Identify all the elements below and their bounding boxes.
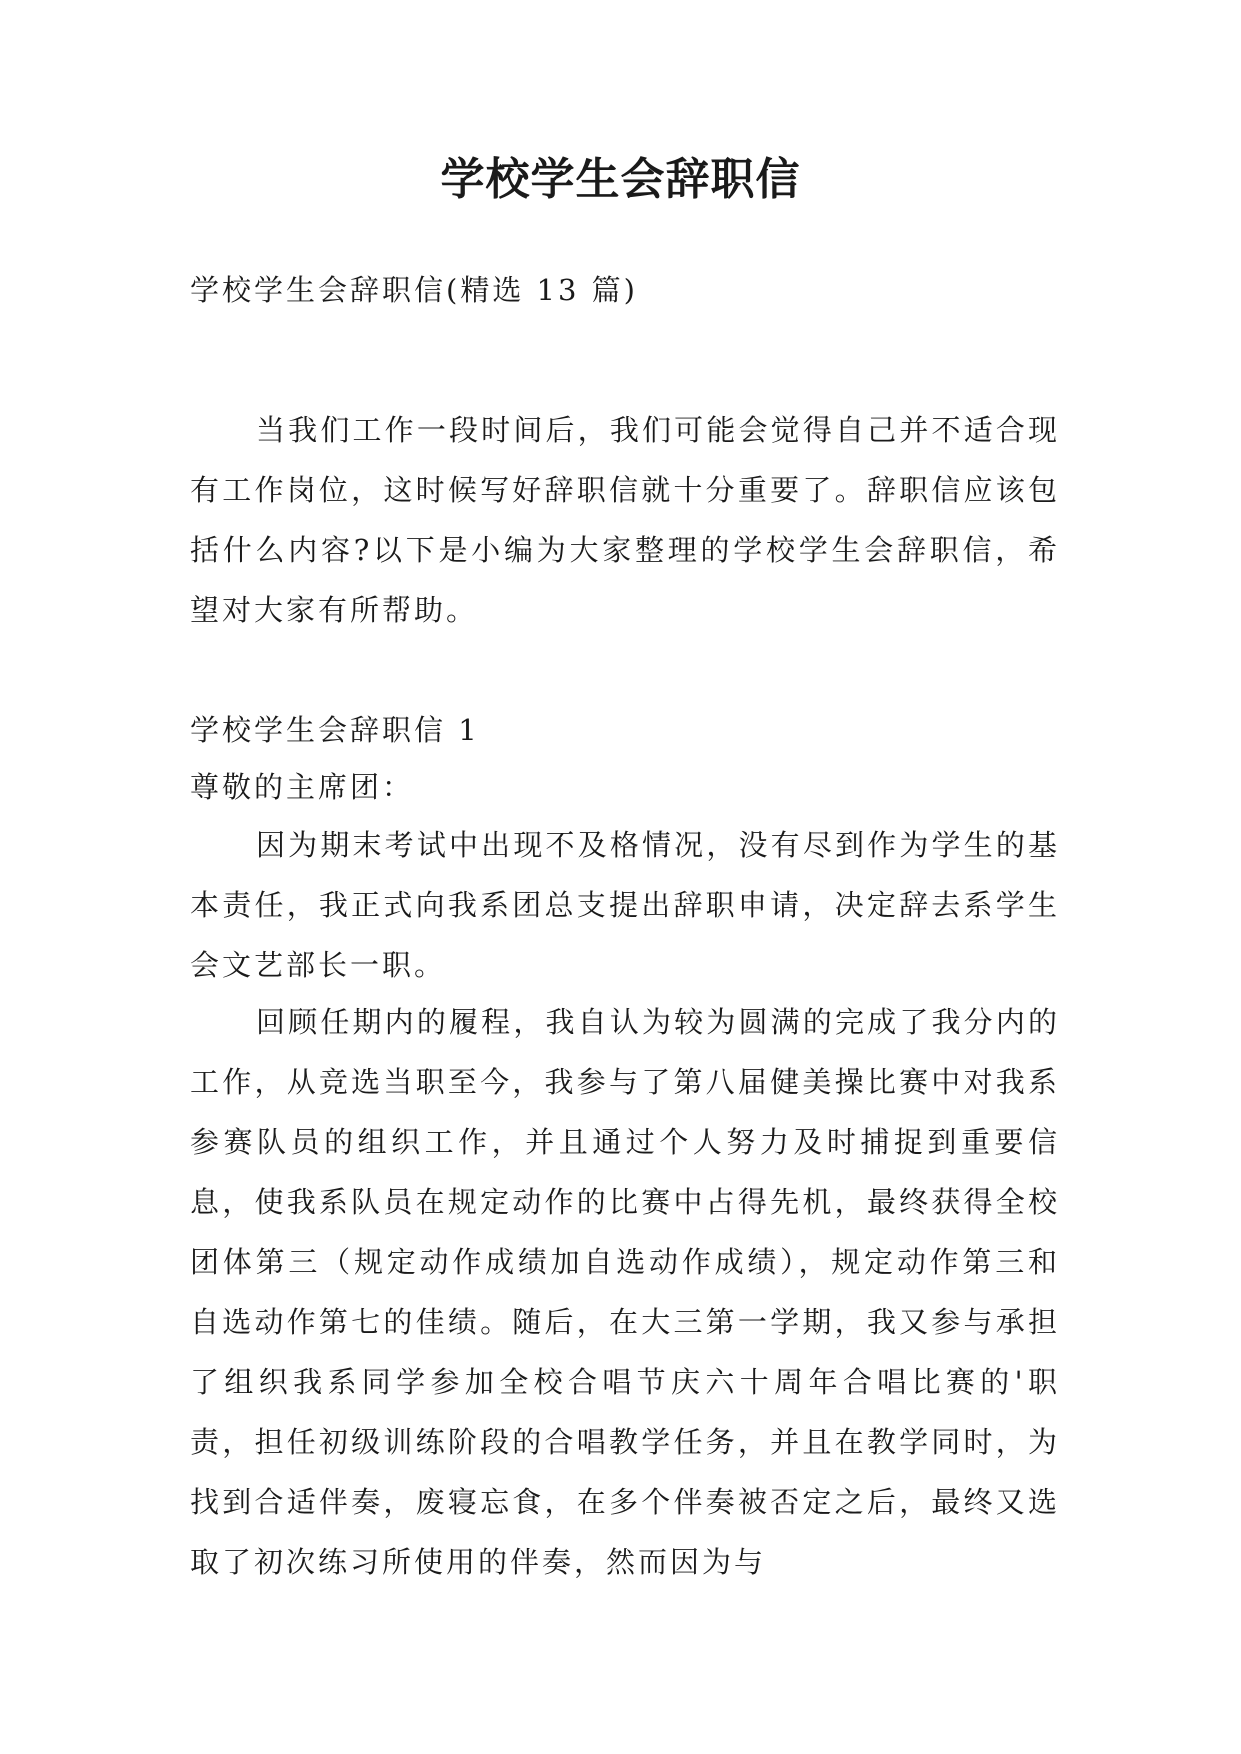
letter-paragraph: 回顾任期内的履程，我自认为较为圆满的完成了我分内的工作，从竞选当职至今，我参与了第八届健美操比赛中对我系参赛队员的组织工作，并且通过个人努力及时捕捉到重要信息，使我系队员在规定动作的比赛中占得先机，最终获得全校团体第三（规定动作成绩加自选动作成绩），规定动作第三和自选动作第七的佳绩。随后，在大三第一学期，我又参与承担了组织我系同学参加全校合唱节庆六十周年合唱比赛的'职责，担任初级训练阶段的合唱教学任务，并且在教学同时，为找到合适伴奏，废寝忘食，在多个伴奏被否定之后，最终又选取了初次练习所使用的伴奏，然而因为与: [190, 1005, 1060, 1579]
document-title: 学校学生会辞职信: [440, 154, 801, 205]
letter-paragraph: 因为期末考试中出现不及格情况，没有尽到作为学生的基本责任，我正式向我系团总支提出辞职申请，决定辞去系学生会文艺部长一职。: [190, 828, 1060, 982]
letter-salutation: 尊敬的主席团：: [190, 770, 415, 804]
document-subtitle: 学校学生会辞职信(精选 13 篇): [190, 273, 638, 307]
section-heading: 学校学生会辞职信 1: [190, 713, 480, 747]
intro-paragraph: 当我们工作一段时间后，我们可能会觉得自己并不适合现有工作岗位，这时候写好辞职信就十分重要了。辞职信应该包括什么内容?以下是小编为大家整理的学校学生会辞职信，希望对大家有所帮助。: [190, 413, 1060, 627]
